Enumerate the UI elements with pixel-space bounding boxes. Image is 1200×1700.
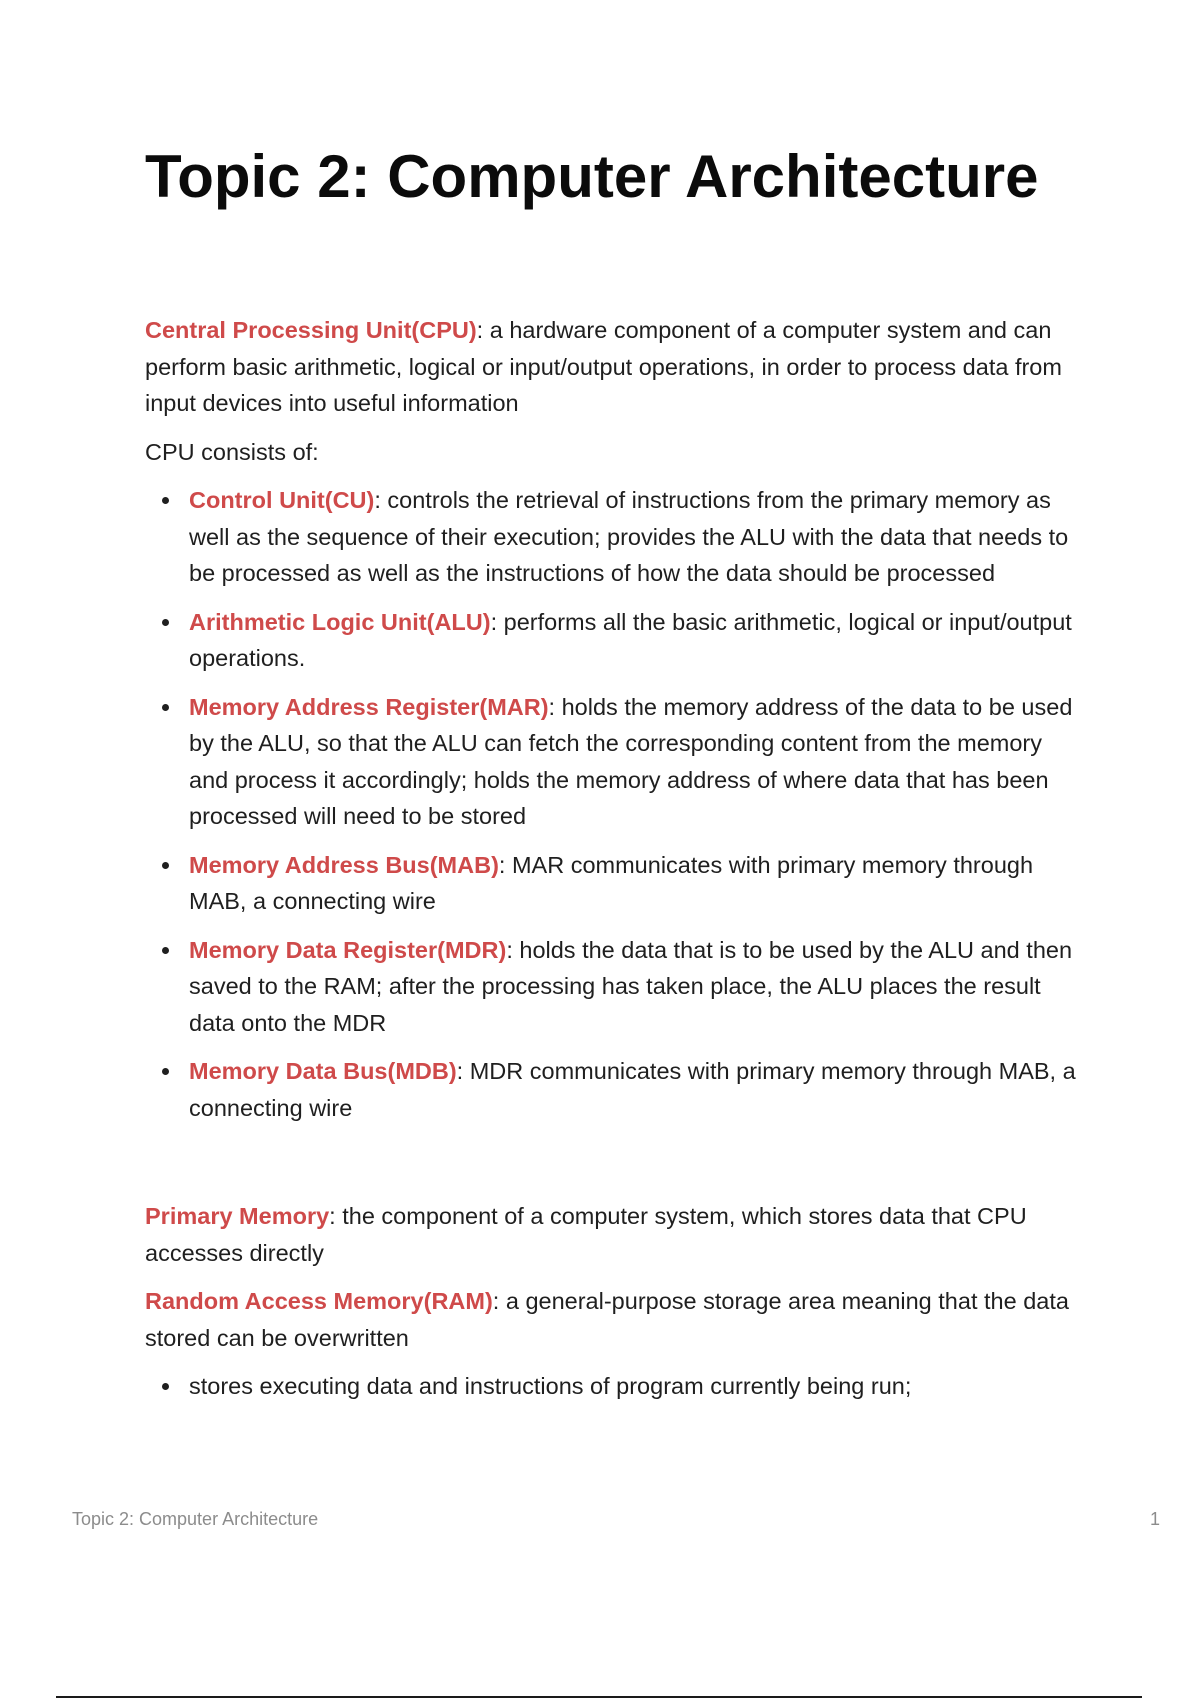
component-alu [145,604,1085,677]
ram-point: stores executing data and instructions of program currently being run; [145,1368,1085,1405]
ram-definition-text: : a general-purpose storage area meaning that the data stored can be overwritten [145,1288,1069,1351]
component-definition: : MDR communicates with primary memory through MAB, a connecting wire [189,1058,1076,1121]
primary-memory-term: Primary Memory [145,1203,330,1229]
page-bottom-divider [56,1696,1142,1698]
footer-title: Topic 2: Computer Architecture [72,1509,319,1529]
ram-definition [145,1283,1085,1356]
component-mdb [145,1053,1085,1126]
component-definition: : holds the memory address of the data to be used by the ALU, so that the ALU can fetch the corresponding content from the memory and process it accordingly; holds the memory address of where data that has been processed will need to be stored [189,693,1073,829]
component-definition: : holds the data that is to be used by the ALU and then saved to the RAM; after the processing has taken place, the ALU places the result data onto the MDR [189,936,1073,1036]
component-control-unit [145,482,1085,592]
component-definition: : performs all the basic arithmetic, logical or input/output operations. [189,608,1072,671]
cpu-components-list [145,482,1085,1126]
component-term: Memory Address Bus(MAB) [189,851,499,878]
cpu-consists-heading: CPU consists of: [145,438,319,465]
component-term: Memory Data Register(MDR) [189,936,507,963]
cpu-definition [145,312,1085,422]
component-mar [145,689,1085,835]
component-term: Arithmetic Logic Unit(ALU) [189,608,491,635]
document-body [145,312,1085,1405]
ram-points-list [145,1368,1085,1405]
footer-page-number: 1 [1149,1509,1160,1529]
component-definition: : controls the retrieval of instructions from the primary memory as well as the sequence of their execution; provides the ALU with the data that needs to be processed as well as the instructions of how the data should be processed [189,487,1069,586]
component-term: Control Unit(CU) [189,487,375,513]
component-term: Memory Data Bus(MDB) [189,1058,457,1084]
primary-memory-definition [145,1198,1085,1271]
ram-term: Random Access Memory(RAM) [145,1288,493,1314]
cpu-definition-text: : a hardware component of a computer system and can perform basic arithmetic, logical or input/output operations, in order to process data from input devices into useful information [145,317,1062,416]
primary-memory-definition-text: : the component of a computer system, which stores data that CPU accesses directly [145,1203,1027,1266]
cpu-term: Central Processing Unit(CPU) [145,317,477,343]
page-title: Topic 2: Computer Architecture [145,143,1039,210]
component-term: Memory Address Register(MAR) [189,693,549,720]
component-definition: : MAR communicates with primary memory through MAB, a connecting wire [189,851,1034,914]
component-mab [145,847,1085,920]
component-mdr [145,932,1085,1042]
